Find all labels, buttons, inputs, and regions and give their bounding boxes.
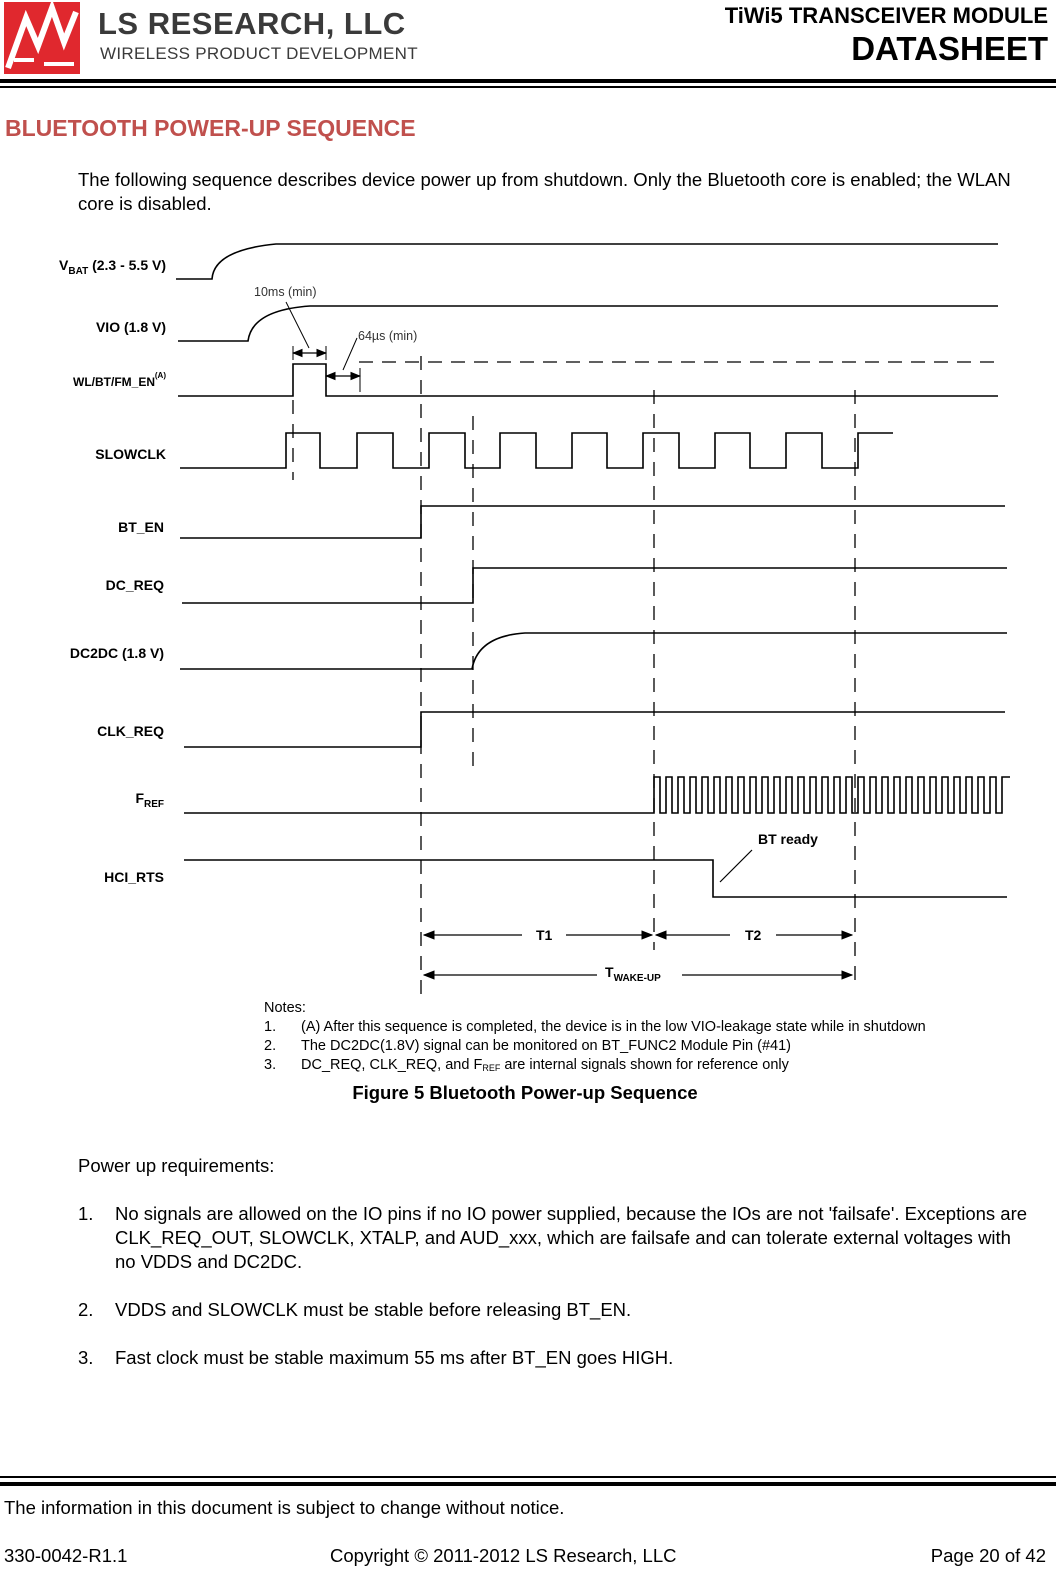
intro-paragraph: The following sequence describes device power up from shutdown. Only the Bluetooth core is enabled; the WLAN core is disabled.	[78, 169, 1011, 214]
wave-vbat	[176, 244, 998, 279]
label-fref: $F_{REF}$	[135, 790, 164, 810]
wave-clk-req	[184, 712, 1005, 747]
requirement-item: 1. No signals are allowed on the IO pins if no IO power supplied, because the IOs are not 'failsafe'. Exceptions are CLK_REQ_OUT, SLOWCLK, XTALP, and AUD_xxx, which are failsafe and can tolerate external voltages with no VDDS and DC2DC.	[78, 1203, 1028, 1272]
company-name: LS RESEARCH, LLC	[98, 6, 406, 41]
label-wl-bt-fm-en: WL/BT/FM_EN	[73, 375, 155, 389]
wave-bt-en	[180, 506, 1005, 538]
annot-t2: T2	[745, 927, 762, 943]
annot-twake: $T_{WAKE-UP}$	[605, 964, 661, 984]
label-dc-req: DC_REQ	[105, 577, 164, 593]
ls-research-logo-mark	[4, 2, 80, 74]
label-hci-rts: HCI_RTS	[104, 869, 164, 885]
requirements-intro: Power up requirements:	[78, 1155, 275, 1176]
wave-slowclk	[180, 433, 893, 468]
wave-dc2dc	[180, 633, 1007, 669]
note-item: 1. (A) After this sequence is completed, the device is in the low VIO-leakage state while in shutdown	[264, 1019, 926, 1035]
label-slowclk: SLOWCLK	[95, 446, 166, 462]
footer-notice: The information in this document is subject to change without notice.	[4, 1497, 565, 1518]
module-title: TiWi5 TRANSCEIVER MODULE	[724, 3, 1048, 28]
annot-bt-ready: BT ready	[758, 831, 818, 847]
requirement-item: 2. VDDS and SLOWCLK must be stable before releasing BT_EN.	[78, 1299, 632, 1320]
label-dc2dc: DC2DC (1.8 V)	[69, 645, 164, 661]
company-tagline: WIRELESS PRODUCT DEVELOPMENT	[100, 44, 418, 63]
note-item: 3. DC_REQ, CLK_REQ, and $F_{REF}$ are internal signals shown for reference only	[264, 1057, 789, 1073]
leader-10ms	[286, 302, 309, 348]
wave-fref	[184, 777, 1010, 813]
note-item: 2. The DC2DC(1.8V) signal can be monitored on BT_FUNC2 Module Pin (#41)	[264, 1038, 791, 1054]
notes-heading: Notes:	[264, 1000, 306, 1016]
annot-64us: 64µs (min)	[358, 329, 418, 343]
wave-vio	[178, 306, 998, 341]
section-title: BLUETOOTH POWER-UP SEQUENCE	[5, 115, 416, 141]
footer-copyright: Copyright © 2011-2012 LS Research, LLC	[330, 1545, 677, 1566]
figure-caption: Figure 5 Bluetooth Power-up Sequence	[352, 1082, 698, 1103]
wave-wl-en	[178, 364, 998, 396]
annot-10ms: 10ms (min)	[254, 285, 317, 299]
wave-hci-rts	[184, 860, 1007, 897]
label-vio: VIO (1.8 V)	[95, 319, 166, 335]
footer-rule-thin	[0, 1476, 1056, 1478]
label-clk-req: CLK_REQ	[97, 723, 164, 739]
diagram-notes	[264, 999, 926, 1078]
header-rule-thick	[0, 79, 1056, 83]
leader-64us	[343, 338, 357, 370]
wave-dc-req	[182, 568, 1007, 603]
doc-type: DATASHEET	[851, 30, 1048, 67]
annot-t1: T1	[536, 927, 553, 943]
timing-diagram	[0, 230, 1056, 1000]
footer-page-number: Page 20 of 42	[930, 1545, 1046, 1566]
label-wl-bt-fm-en-sup: (A)	[154, 371, 166, 380]
label-bt-en: BT_EN	[118, 519, 164, 535]
header-rule-thin	[0, 86, 1056, 88]
requirement-item: 3. Fast clock must be stable maximum 55 ms after BT_EN goes HIGH.	[78, 1347, 674, 1368]
footer-rule-thick	[0, 1482, 1056, 1486]
footer-doc-number: 330-0042-R1.1	[4, 1545, 128, 1566]
leader-bt-ready	[720, 850, 752, 882]
label-vbat: $V_{BAT}$ (2.3 - 5.5 V)	[59, 257, 166, 277]
